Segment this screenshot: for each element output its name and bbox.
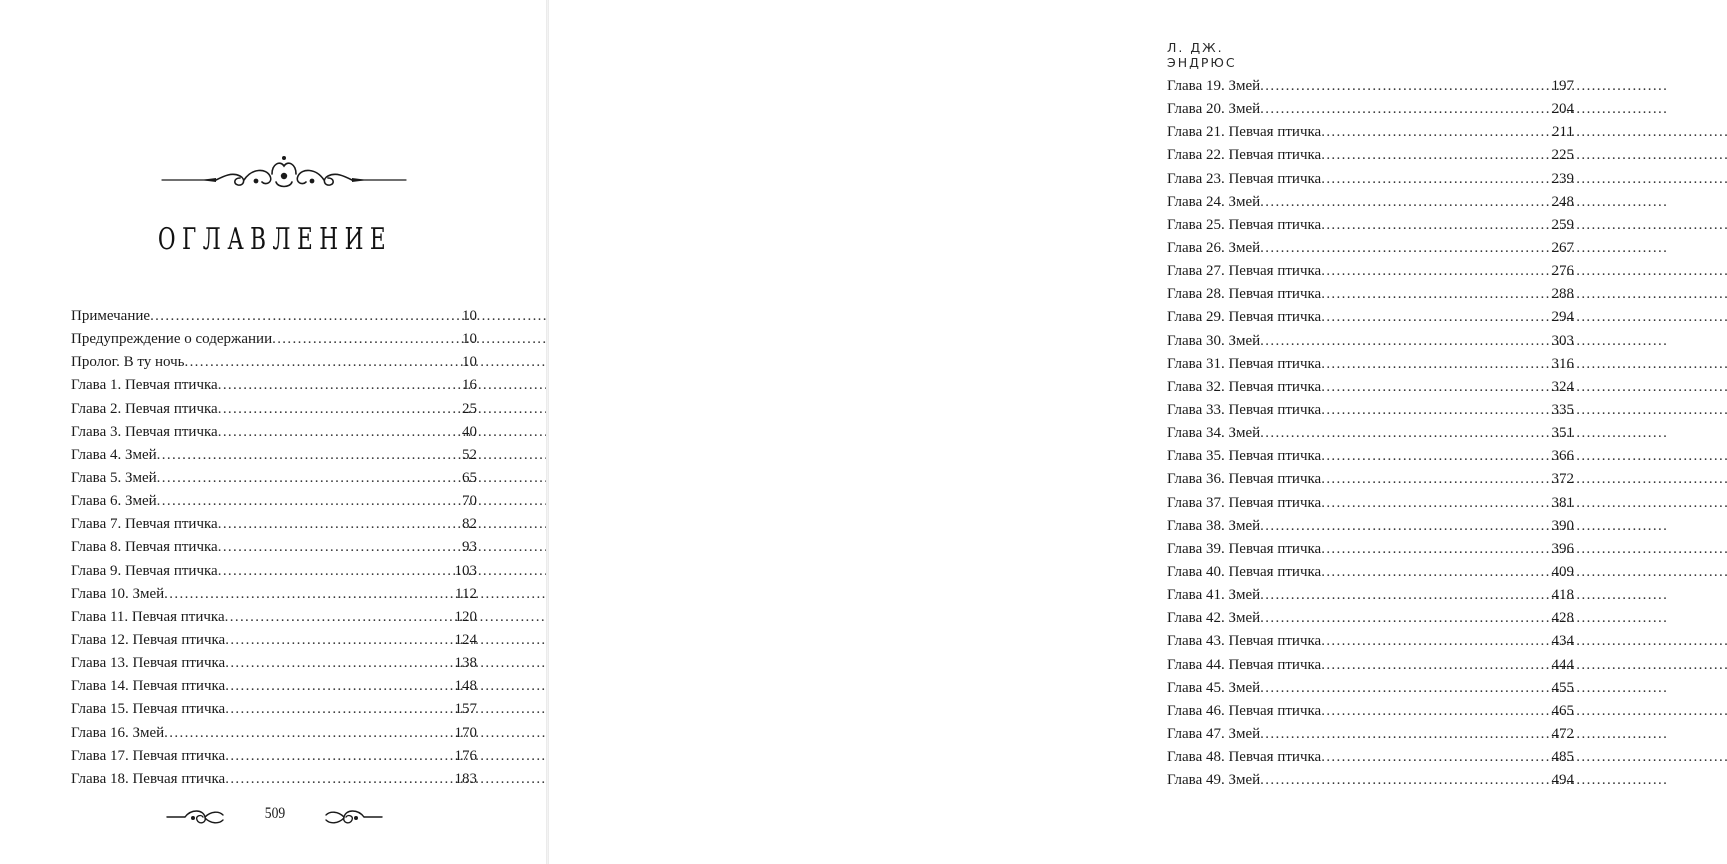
toc-entry-title: Глава 4. Змей [71,446,157,463]
toc-entry-page: 183 [454,770,477,787]
toc-dot-leader [1260,191,1551,214]
toc-dot-leader [1321,630,1551,653]
toc-entry-page: 124 [454,631,477,648]
toc-entry-page: 65 [462,469,477,486]
flourish-left-icon [165,805,227,829]
toc-entry-title: Глава 42. Змей [1167,610,1261,627]
toc-entry-title: Глава 30. Змей [1167,332,1261,349]
toc-entry-title: Глава 31. Певчая птичка [1167,355,1322,372]
toc-dot-leader [218,374,462,397]
toc-entry [1167,191,1574,214]
toc-entry-title: Глава 20. Змей [1167,101,1261,118]
toc-entry-page: 40 [462,423,477,440]
toc-entry-title: Глава 49. Змей [1167,772,1261,789]
toc-entry-title: Глава 13. Певчая птичка [71,655,226,672]
toc-entry-title: Глава 36. Певчая птичка [1167,471,1322,488]
toc-entry-page: 381 [1551,494,1574,511]
toc-dot-leader [1321,306,1551,329]
toc-entry-title: Глава 27. Певчая птичка [1167,263,1322,280]
toc-entry [71,328,477,351]
toc-entry [1167,561,1574,584]
toc-entry [1167,237,1574,260]
toc-entry-page: 428 [1551,610,1574,627]
toc-entry-page: 70 [462,493,477,510]
toc-dot-leader [1321,283,1551,306]
toc-entry [1167,376,1574,399]
toc-entry-title: Пролог. В ту ночь [71,354,185,371]
toc-entry-page: 294 [1551,309,1574,326]
toc-entry [1167,330,1574,353]
toc-entry [71,467,477,490]
toc-entry [1167,399,1574,422]
toc-dot-leader [1321,144,1551,167]
toc-entry-title: Глава 32. Певчая птичка [1167,378,1322,395]
toc-dot-leader [157,490,462,513]
left-page [0,0,546,864]
toc-entry [71,745,477,768]
toc-entry-page: 335 [1551,401,1574,418]
toc-entry-page: 444 [1551,656,1574,673]
toc-entry-title: Глава 17. Певчая птичка [71,747,226,764]
toc-entry-title: Примечание [71,308,151,324]
toc-entry-page: 248 [1551,193,1574,210]
toc-entry-title: Глава 46. Певчая птичка [1167,702,1322,719]
toc-entry-page: 276 [1551,263,1574,280]
toc-entry-page: 324 [1551,378,1574,395]
toc-entry [71,398,477,421]
toc-entry-page: 239 [1551,170,1574,187]
toc-entry-title: Глава 1. Певчая птичка [71,377,218,394]
toc-dot-leader [1260,677,1551,700]
toc-entry [1167,630,1574,653]
toc-entry-title: Глава 11. Певчая птичка [71,608,225,625]
toc-entry [1167,723,1574,746]
toc-entry [1167,168,1574,191]
toc-entry-page: 316 [1551,355,1574,372]
toc-entry-title: Глава 21. Певчая птичка [1167,124,1322,141]
toc-dot-leader [1321,168,1551,191]
toc-entry [71,698,477,721]
toc-entry [1167,700,1574,723]
toc-entry [1167,677,1574,700]
toc-entry-page: 197 [1551,78,1574,94]
toc-entry-page: 112 [455,585,477,602]
toc-dot-leader [1321,561,1551,584]
toc-entry-title: Глава 43. Певчая птичка [1167,633,1322,650]
toc-entry [1167,98,1574,121]
toc-entry-title: Глава 14. Певчая птичка [71,678,226,695]
toc-entry-page: 138 [454,655,477,672]
toc-entry-page: 157 [454,701,477,718]
toc-entry-title: Глава 38. Змей [1167,517,1261,534]
toc-entry [1167,584,1574,607]
toc-entry-title: Предупреждение о содержании [71,331,273,348]
toc-entry [1167,468,1574,491]
toc-dot-leader [1260,584,1551,607]
toc-entry-page: 485 [1551,749,1574,766]
toc-dot-leader [1260,75,1551,98]
toc-entry-page: 455 [1551,679,1574,696]
toc-entry-page: 93 [462,539,477,556]
toc-entry [71,513,477,536]
toc-dot-leader [1321,468,1551,491]
toc-dot-leader [225,675,454,698]
toc-entry [1167,492,1574,515]
toc-entry-page: 25 [462,400,477,417]
toc-entry-page: 52 [462,446,477,463]
toc-entry-title: Глава 34. Змей [1167,425,1261,442]
toc-entry-page: 103 [454,562,477,579]
toc-entry-title: Глава 18. Певчая птичка [71,770,226,787]
toc-entry-page: 288 [1551,286,1574,303]
toc-dot-leader [150,305,462,328]
toc-dot-leader [225,768,454,791]
right-page [549,0,1574,864]
toc-entry [71,629,477,652]
page-title: ОГЛАВЛЕНИЕ [157,222,393,257]
toc-entry-page: 418 [1551,587,1574,604]
toc-dot-leader [225,745,454,768]
toc-entry-page: 465 [1551,702,1574,719]
toc-dot-leader [1321,538,1551,561]
toc-entry-page: 351 [1551,425,1574,442]
toc-entry [1167,353,1574,376]
toc-entry [71,421,477,444]
toc-entry-title: Глава 7. Певчая птичка [71,516,218,533]
toc-dot-leader [1260,422,1551,445]
toc-entry-title: Глава 29. Певчая птичка [1167,309,1322,326]
toc-entry-title: Глава 48. Певчая птичка [1167,749,1322,766]
toc-dot-leader [1321,214,1551,237]
toc-entry [1167,422,1574,445]
toc-dot-leader [218,513,462,536]
toc-entry-title: Глава 41. Змей [1167,587,1261,604]
toc-dot-leader [225,629,454,652]
toc-list-left [71,305,477,791]
toc-entry-page: 267 [1551,239,1574,256]
toc-entry [71,560,477,583]
toc-entry-page: 259 [1551,216,1574,233]
toc-entry-title: Глава 24. Змей [1167,193,1261,210]
toc-entry-page: 148 [454,678,477,695]
toc-list-right [1167,75,1574,792]
toc-entry-page: 434 [1551,633,1574,650]
toc-entry [1167,445,1574,468]
toc-entry [71,606,477,629]
toc-entry [1167,121,1574,144]
toc-entry-title: Глава 25. Певчая птичка [1167,216,1322,233]
toc-entry [71,490,477,513]
toc-entry [71,722,477,745]
toc-dot-leader [225,652,454,675]
toc-dot-leader [164,583,455,606]
toc-entry [1167,769,1574,792]
toc-entry-title: Глава 44. Певчая птичка [1167,656,1322,673]
toc-dot-leader [164,722,454,745]
toc-entry [1167,283,1574,306]
toc-entry [1167,515,1574,538]
toc-dot-leader [157,467,462,490]
toc-entry-page: 366 [1551,448,1574,465]
toc-dot-leader [157,444,462,467]
toc-dot-leader [1321,654,1551,677]
toc-entry-page: 204 [1551,101,1574,118]
toc-dot-leader [184,351,462,374]
toc-entry-title: Глава 8. Певчая птичка [71,539,218,556]
toc-entry-page: 170 [454,724,477,741]
toc-dot-leader [218,421,462,444]
toc-entry-page: 211 [1552,124,1574,141]
toc-entry-page: 409 [1551,563,1574,580]
toc-entry-page: 10 [462,331,477,348]
toc-entry-title: Глава 28. Певчая птичка [1167,286,1322,303]
toc-entry [71,444,477,467]
toc-entry-page: 390 [1551,517,1574,534]
toc-entry-title: Глава 47. Змей [1167,725,1261,742]
toc-entry [71,583,477,606]
toc-dot-leader [218,398,462,421]
toc-entry-page: 494 [1551,772,1574,789]
toc-entry-title: Глава 45. Змей [1167,679,1261,696]
toc-entry-title: Глава 23. Певчая птичка [1167,170,1322,187]
toc-dot-leader [1260,723,1551,746]
toc-entry-title: Глава 12. Певчая птичка [71,631,226,648]
toc-entry [1167,654,1574,677]
toc-entry-title: Глава 26. Змей [1167,239,1261,256]
toc-entry [71,675,477,698]
flourish-divider-icon [160,150,408,194]
toc-entry-title: Глава 33. Певчая птичка [1167,401,1322,418]
toc-entry-title: Глава 16. Змей [71,724,165,741]
toc-entry-title: Глава 22. Певчая птичка [1167,147,1322,164]
toc-entry [71,305,477,328]
toc-dot-leader [1321,376,1551,399]
toc-dot-leader [1321,399,1551,422]
toc-entry-page: 120 [454,608,477,625]
toc-entry [1167,214,1574,237]
toc-entry-page: 10 [462,354,477,371]
toc-entry-title: Глава 39. Певчая птичка [1167,540,1322,557]
toc-entry-title: Глава 10. Змей [71,585,165,602]
toc-entry-title: Глава 37. Певчая птичка [1167,494,1322,511]
toc-entry [1167,306,1574,329]
toc-entry [71,652,477,675]
toc-entry-title: Глава 9. Певчая птичка [71,562,218,579]
toc-dot-leader [225,606,455,629]
toc-dot-leader [1260,515,1551,538]
running-head-author: Л. ДЖ. ЭНДРЮС [1167,40,1237,70]
toc-dot-leader [1260,237,1551,260]
toc-dot-leader [1260,769,1551,792]
toc-entry-page: 82 [462,516,477,533]
toc-entry-page: 303 [1551,332,1574,349]
toc-dot-leader [272,328,462,351]
toc-entry-title: Глава 3. Певчая птичка [71,423,218,440]
toc-entry [71,768,477,791]
page-number: 509 [264,805,286,822]
toc-entry [1167,538,1574,561]
toc-dot-leader [1321,353,1551,376]
toc-entry [71,351,477,374]
toc-entry-title: Глава 5. Змей [71,469,157,486]
toc-entry-title: Глава 6. Змей [71,493,157,510]
toc-dot-leader [1260,607,1551,630]
toc-entry [1167,746,1574,769]
toc-dot-leader [218,560,455,583]
toc-entry [1167,144,1574,167]
toc-dot-leader [225,698,454,721]
toc-dot-leader [1321,121,1552,144]
toc-dot-leader [1321,700,1551,723]
toc-entry-page: 10 [462,308,477,324]
flourish-right-icon [322,805,384,829]
toc-entry [1167,75,1574,98]
toc-dot-leader [1321,746,1551,769]
toc-dot-leader [1321,492,1551,515]
toc-entry-title: Глава 2. Певчая птичка [71,400,218,417]
toc-entry [1167,607,1574,630]
toc-entry-page: 472 [1551,725,1574,742]
toc-entry [71,374,477,397]
toc-dot-leader [1260,98,1551,121]
toc-entry-title: Глава 19. Змей [1167,78,1261,94]
toc-entry [71,536,477,559]
toc-entry-title: Глава 35. Певчая птичка [1167,448,1322,465]
toc-dot-leader [1260,330,1551,353]
toc-entry-page: 176 [454,747,477,764]
toc-entry-page: 372 [1551,471,1574,488]
toc-entry-page: 225 [1551,147,1574,164]
toc-dot-leader [218,536,462,559]
toc-entry-title: Глава 15. Певчая птичка [71,701,226,718]
toc-entry [1167,260,1574,283]
toc-dot-leader [1321,260,1551,283]
toc-entry-title: Глава 40. Певчая птичка [1167,563,1322,580]
toc-dot-leader [1321,445,1551,468]
toc-entry-page: 396 [1551,540,1574,557]
toc-entry-page: 16 [462,377,477,394]
